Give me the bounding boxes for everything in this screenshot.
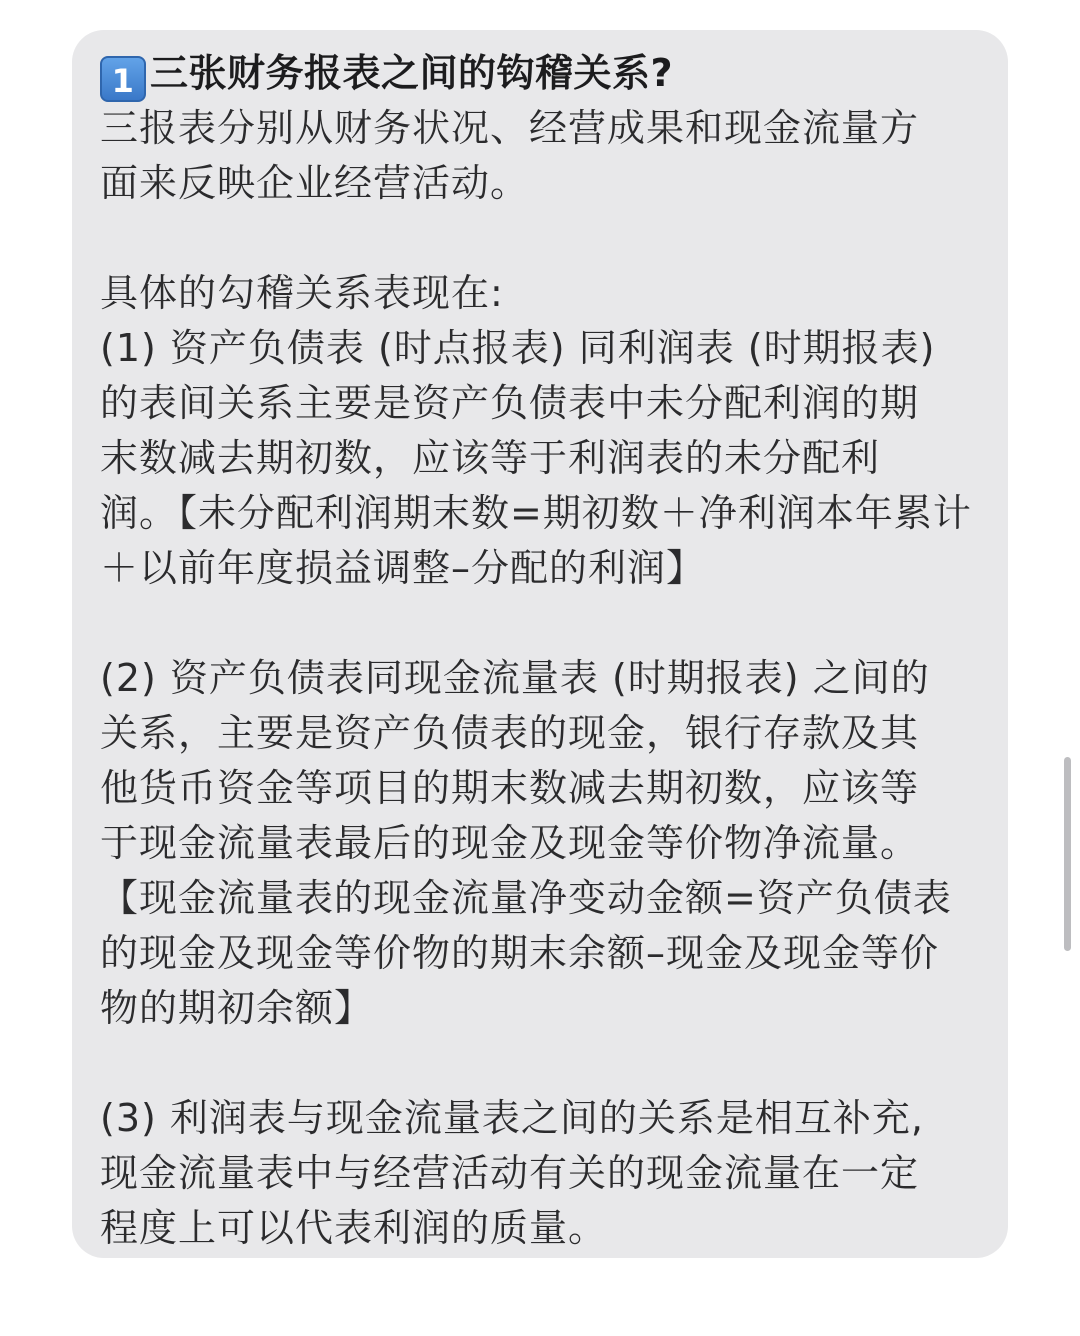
note-line: 末数减去期初数，应该等于利润表的未分配利	[100, 436, 881, 480]
note-body	[100, 101, 990, 1256]
note-line: 的现金及现金等价物的期末余额–现金及现金等价	[100, 931, 940, 975]
note-bubble	[72, 30, 1008, 1258]
note-line: 关系，主要是资产负债表的现金，银行存款及其	[100, 711, 920, 755]
note-line: 于现金流量表最后的现金及现金等价物净流量。	[100, 821, 920, 865]
note-line: 程度上可以代表利润的质量。	[100, 1206, 608, 1250]
note-line: (2) 资产负债表同现金流量表 (时期报表) 之间的	[100, 656, 930, 700]
note-line: 具体的勾稽关系表现在:	[100, 271, 504, 315]
blank-line	[100, 596, 990, 651]
note-line: 面来反映企业经营活动。	[100, 161, 530, 205]
note-line: (3) 利润表与现金流量表之间的关系是相互补充,	[100, 1096, 924, 1140]
keycap-digit-one-icon: 1	[100, 56, 146, 102]
note-line: ＋以前年度损益调整–分配的利润】	[100, 546, 706, 590]
note-line: 物的期初余额】	[100, 986, 374, 1030]
scrollbar-thumb[interactable]	[1064, 757, 1071, 951]
note-title	[100, 46, 990, 101]
blank-line	[100, 1036, 990, 1091]
note-line: 润。【未分配利润期末数=期初数＋净利润本年累计	[100, 491, 972, 535]
blank-line	[100, 211, 990, 266]
note-line: 他货币资金等项目的期末数减去期初数，应该等	[100, 766, 920, 810]
note-title-text: 三张财务报表之间的钩稽关系?	[150, 51, 674, 95]
note-line: 三报表分别从财务状况、经营成果和现金流量方	[100, 106, 920, 150]
note-line: (1) 资产负债表 (时点报表) 同利润表 (时期报表)	[100, 326, 936, 370]
note-line: 【现金流量表的现金流量净变动金额=资产负债表	[100, 876, 952, 920]
note-line: 现金流量表中与经营活动有关的现金流量在一定	[100, 1151, 920, 1195]
note-line: 的表间关系主要是资产负债表中未分配利润的期	[100, 381, 920, 425]
